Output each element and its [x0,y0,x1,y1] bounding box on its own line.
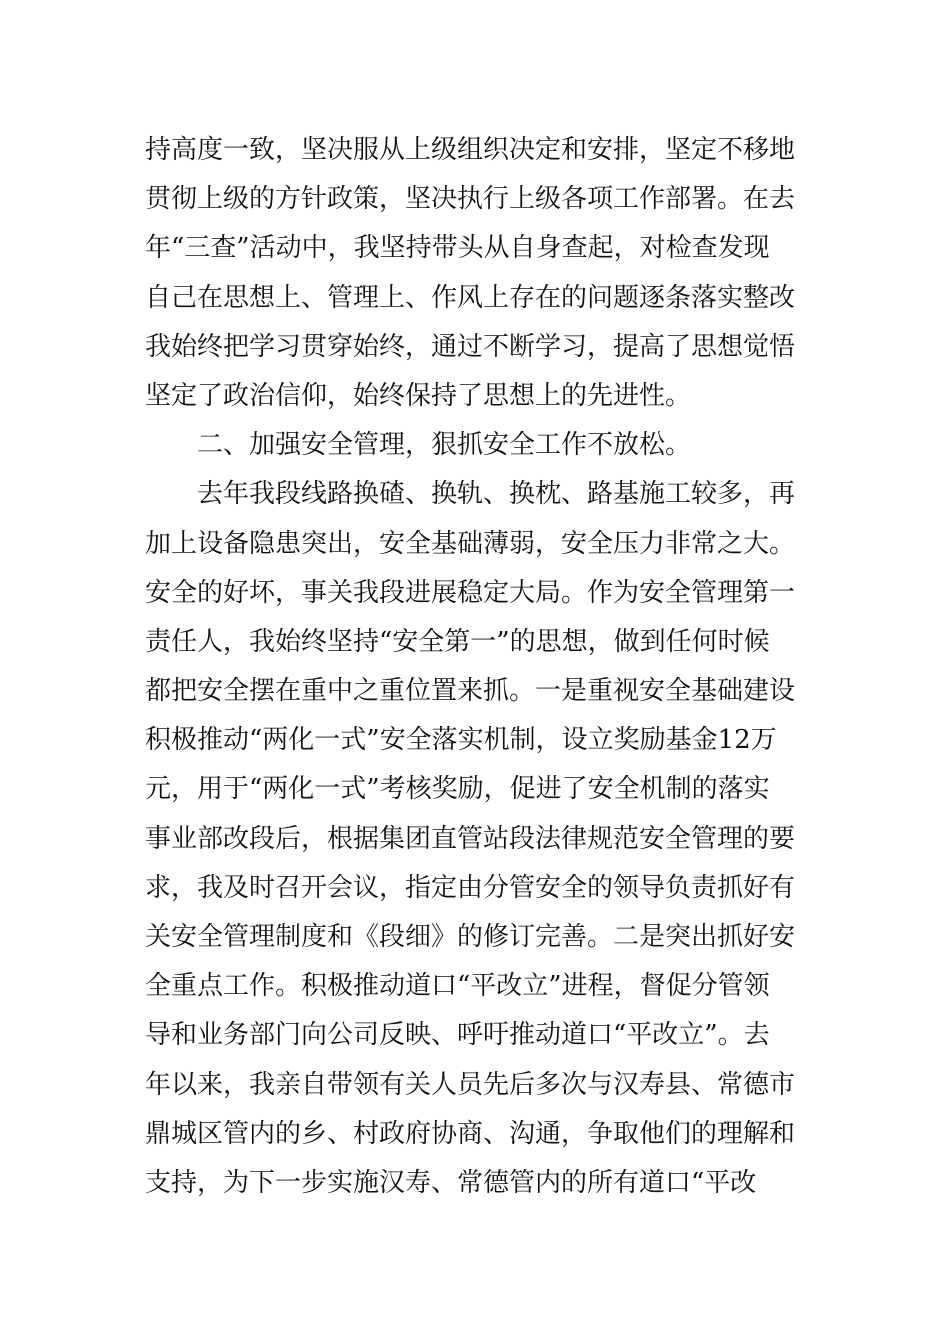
text-line: 求，我及时召开会议，指定由分管安全的领导负责抓好有 [145,872,796,903]
text-line: 责任人，我始终坚持“安全第一”的思想，做到任何时候 [145,626,770,657]
text-line: 导和业务部门向公司反映、呼吁推动道口“平改立”。去 [145,1020,770,1051]
text-line: 关安全管理制度和《段细》的修订完善。二是突出抓好安 [145,922,796,952]
text-line: 全重点工作。积极推动道口“平改立”进程，督促分管领 [145,971,770,1002]
text-line: 我始终把学习贯穿始终，通过不断学习，提高了思想觉悟 [145,331,796,362]
text-line: 元，用于“两化一式”考核奖励，促进了安全机制的落实 [145,774,770,805]
text-line: 安全的好坏，事关我段进展稳定大局。作为安全管理第一 [145,577,796,608]
paragraph-first-line: 二、加强安全管理，狠抓安全工作不放松。 [197,430,692,461]
text-line: 事业部改段后，根据集团直管站段法律规范安全管理的要 [145,823,796,854]
text-line: 鼎城区管内的乡、村政府协商、沟通，争取他们的理解和 [145,1118,796,1149]
text-line: 支持，为下一步实施汉寿、常德管内的所有道口“平改 [145,1167,757,1198]
paragraph-first-line: 去年我段线路换碴、换轨、换枕、路基施工较多，再 [197,479,796,510]
text-line: 积极推动“两化一式”安全落实机制，设立奖励基金12万 [145,725,777,756]
text-line: 加上设备隐患突出，安全基础薄弱，安全压力非常之大。 [145,528,796,559]
text-line: 贯彻上级的方针政策，坚决执行上级各项工作部署。在去 [145,184,796,215]
text-line: 自己在思想上、管理上、作风上存在的问题逐条落实整改 [145,282,796,313]
text-line: 年“三查”活动中，我坚持带头从自身查起，对检查发现 [145,233,770,264]
text-line: 坚定了政治信仰，始终保持了思想上的先进性。 [145,380,692,411]
body-text [145,126,815,1208]
text-line: 都把安全摆在重中之重位置来抓。一是重视安全基础建设 [145,676,796,707]
text-line: 年以来，我亲自带领有关人员先后多次与汉寿县、常德市 [145,1069,796,1100]
text-line: 持高度一致，坚决服从上级组织决定和安排，坚定不移地 [145,135,796,165]
